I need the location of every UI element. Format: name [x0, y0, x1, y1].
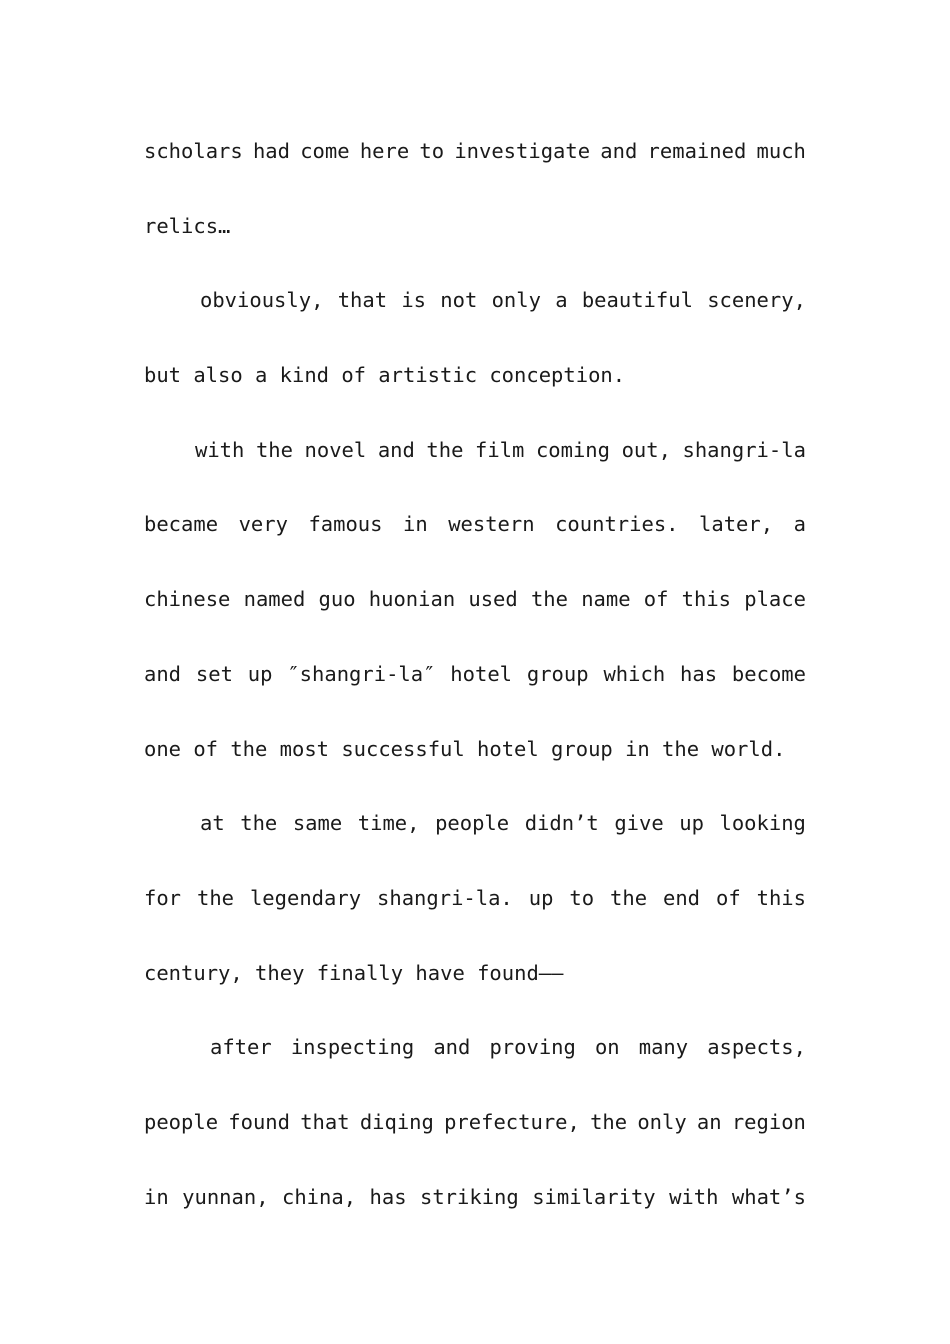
word: only [637, 1109, 687, 1134]
word: china, [282, 1184, 357, 1209]
word: of [193, 736, 219, 761]
word: end [663, 885, 701, 910]
text-line [144, 282, 806, 357]
word: after [210, 1035, 272, 1060]
text-line [144, 1104, 806, 1179]
word: place [744, 587, 806, 612]
word: shangri-la [682, 437, 806, 462]
word: novel [304, 437, 367, 462]
word: this [756, 885, 806, 910]
word: also [193, 363, 243, 388]
word: the [196, 885, 235, 910]
word: huonian [368, 587, 456, 612]
word: kind [279, 363, 330, 388]
word: investigate [454, 139, 591, 163]
word: of [715, 885, 741, 910]
word: remained [647, 139, 747, 163]
word: yunnan, [182, 1184, 269, 1209]
word: at [200, 811, 225, 836]
text-line [144, 432, 806, 507]
word: much [756, 139, 806, 163]
word: chinese [144, 587, 231, 612]
text-line [144, 955, 806, 1030]
word: had [252, 139, 290, 163]
word: what’s [731, 1184, 806, 1209]
word: the [426, 437, 464, 462]
word: have [415, 960, 465, 985]
word: up [247, 661, 273, 686]
word: the [230, 736, 268, 761]
word: famous [308, 512, 383, 537]
text-line [144, 357, 806, 432]
word: the [610, 885, 648, 910]
word: named [243, 587, 306, 612]
word: but [144, 363, 182, 388]
word: only [491, 288, 541, 313]
word: for [144, 885, 182, 910]
word: in [144, 1184, 169, 1209]
text-line [144, 506, 806, 581]
word: used [468, 587, 518, 612]
word: artistic [378, 363, 478, 388]
text-line [144, 731, 806, 806]
word: they [255, 960, 305, 985]
body-text [144, 133, 806, 1253]
word: the [662, 736, 700, 761]
word: hotel [477, 736, 539, 761]
word: relics… [144, 213, 231, 238]
word: in [625, 736, 650, 761]
word: with [669, 1184, 719, 1209]
text-line [144, 1029, 806, 1104]
text-line [144, 805, 806, 880]
word: and [377, 437, 415, 462]
word: and [144, 661, 182, 686]
word: time, [357, 811, 420, 836]
word: shangri-la. [377, 885, 513, 910]
word: with [195, 437, 245, 462]
word: western [448, 512, 535, 537]
word: the [590, 1109, 628, 1134]
word: inspecting [290, 1035, 415, 1060]
word: which [603, 661, 666, 686]
word: proving [489, 1035, 576, 1060]
word: aspects, [707, 1035, 806, 1060]
word: later, [699, 512, 774, 537]
word: up [528, 885, 554, 910]
word: has [680, 661, 718, 686]
word: a [793, 512, 806, 537]
word: of [341, 363, 366, 388]
word: that [337, 288, 388, 313]
word: to [419, 139, 445, 163]
word: people [144, 1109, 219, 1134]
word: looking [719, 811, 806, 836]
word: finally [316, 960, 404, 985]
word: and [433, 1035, 471, 1060]
word: come [300, 139, 350, 163]
word: here [359, 139, 410, 163]
text-line [144, 656, 806, 731]
word: legendary [249, 885, 362, 910]
word: similarity [532, 1184, 656, 1209]
word: the [240, 811, 278, 836]
word: striking [420, 1184, 519, 1209]
word: a [255, 363, 268, 388]
word: guo [318, 587, 356, 612]
word: world. [711, 736, 786, 761]
word: scholars [144, 139, 243, 163]
word: up [679, 811, 704, 836]
text-line [144, 208, 806, 283]
word: conception. [489, 363, 626, 388]
word: and [600, 139, 638, 163]
word: people [435, 811, 510, 836]
word: beautiful [581, 288, 693, 313]
word: to [569, 885, 595, 910]
word: a [555, 288, 568, 313]
word: this [681, 587, 732, 612]
word: ″shangri-la″ [287, 661, 436, 686]
word: group [551, 736, 613, 761]
word: become [731, 661, 806, 686]
word: of [643, 587, 669, 612]
word: name [581, 587, 631, 612]
word: many [638, 1035, 689, 1060]
word: found [228, 1109, 290, 1134]
word: has [369, 1184, 407, 1209]
word: give [614, 811, 664, 836]
word: an [696, 1109, 722, 1134]
word: is [401, 288, 427, 313]
word: in [403, 512, 428, 537]
text-line [144, 581, 806, 656]
word: hotel [450, 661, 513, 686]
word: coming [535, 437, 610, 462]
word: prefecture, [444, 1109, 580, 1134]
word: became [144, 512, 219, 537]
word: film [475, 437, 525, 462]
word: region [731, 1109, 806, 1134]
word: on [594, 1035, 620, 1060]
word: group [526, 661, 589, 686]
word: successful [341, 736, 465, 761]
word: the [255, 437, 293, 462]
word: didn’t [524, 811, 599, 836]
word: obviously, [200, 288, 324, 313]
word: most [279, 736, 330, 761]
word: very [238, 512, 288, 537]
word: that [300, 1109, 350, 1134]
text-line [144, 1179, 806, 1254]
word: the [530, 587, 568, 612]
word: out, [621, 437, 671, 462]
word: found—— [477, 960, 564, 985]
word: countries. [555, 512, 679, 537]
text-line [144, 880, 806, 955]
word: not [440, 288, 478, 313]
word: scenery, [707, 288, 806, 313]
text-line [144, 133, 806, 208]
word: century, [144, 960, 243, 985]
word: diqing [359, 1109, 434, 1134]
word: one [144, 736, 182, 761]
word: same [292, 811, 343, 836]
word: set [195, 661, 233, 686]
